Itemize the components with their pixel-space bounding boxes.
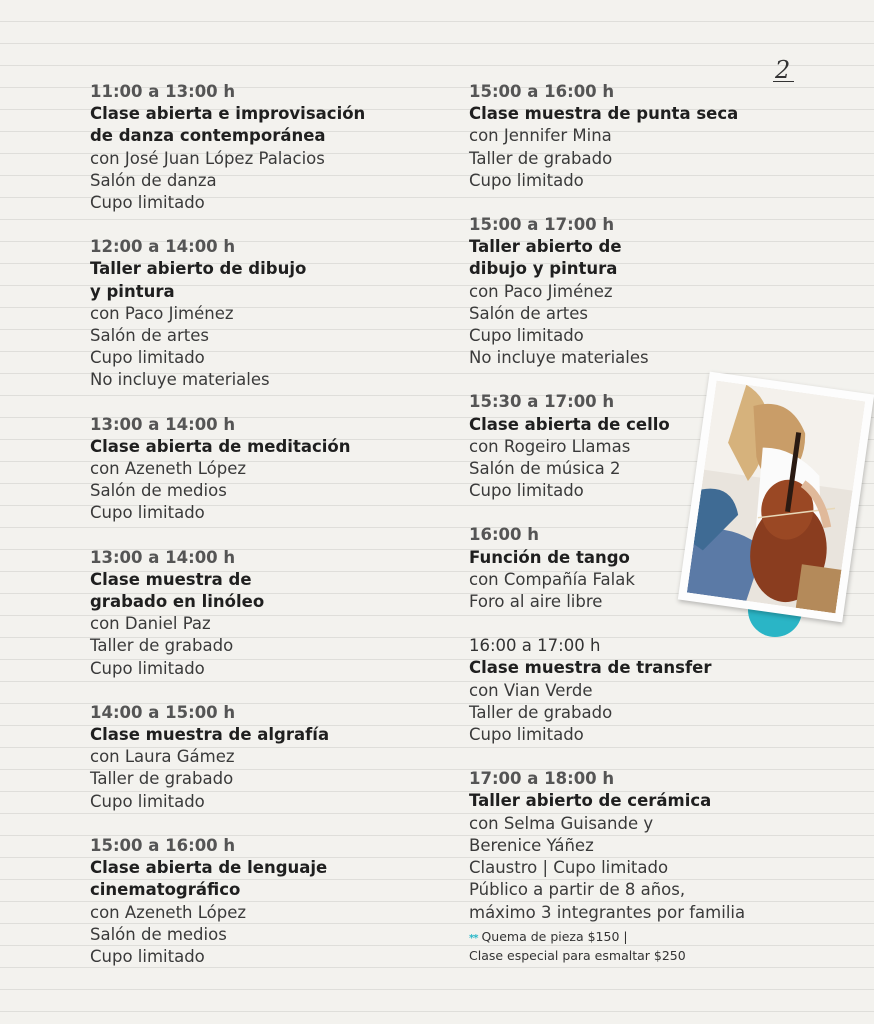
event-detail: con Paco Jiménez [469, 281, 613, 301]
event-danza [90, 81, 420, 214]
event-detail: Cupo limitado [90, 946, 205, 966]
event-ceramica [469, 768, 799, 963]
event-detail: Taller de grabado [90, 769, 234, 789]
event-detail: con Compañía Falak [469, 569, 635, 589]
event-title: Clase muestra de algrafía [90, 725, 330, 745]
event-detail: Berenice Yáñez [469, 835, 594, 855]
event-linoleo [90, 547, 420, 680]
event-time: 13:00 a 14:00 h [90, 547, 236, 567]
event-detail: con José Juan López Palacios [90, 148, 325, 168]
event-detail: Cupo limitado [90, 503, 205, 523]
event-title: Taller abierto de [469, 237, 622, 257]
event-detail: con Paco Jiménez [90, 303, 234, 323]
event-detail: Público a partir de 8 años, [469, 880, 686, 900]
event-detail: Salón de artes [469, 303, 588, 323]
event-detail: Salón de música 2 [469, 459, 621, 479]
event-meditacion [90, 414, 420, 525]
event-title: Clase abierta de lenguaje [90, 858, 328, 878]
event-detail: Salón de medios [90, 924, 227, 944]
price-note-line: Clase especial para esmaltar $250 [469, 947, 686, 963]
event-time: 16:00 a 17:00 h [469, 636, 601, 656]
event-cinematografico [90, 835, 420, 968]
event-title: Clase muestra de [90, 569, 252, 589]
event-title: Clase muestra de transfer [469, 658, 712, 678]
event-detail: Cupo limitado [469, 170, 584, 190]
event-title: Clase abierta de meditación [90, 436, 351, 456]
event-title: Taller abierto de dibujo [90, 259, 307, 279]
event-detail: con Vian Verde [469, 680, 593, 700]
event-title: y pintura [90, 281, 175, 301]
event-detail: Cupo limitado [90, 791, 205, 811]
event-title: grabado en linóleo [90, 592, 265, 612]
event-time: 14:00 a 15:00 h [90, 702, 236, 722]
event-title: de danza contemporánea [90, 126, 326, 146]
event-title: Clase muestra de punta seca [469, 104, 739, 124]
event-detail: Cupo limitado [90, 348, 205, 368]
event-time: 17:00 a 18:00 h [469, 769, 615, 789]
event-time: 15:00 a 16:00 h [469, 82, 615, 101]
price-note-line [469, 928, 799, 947]
event-detail: Salón de artes [90, 326, 209, 346]
event-detail: máximo 3 integrantes por familia [469, 902, 746, 922]
event-detail: Salón de medios [90, 481, 227, 501]
event-time: 13:00 a 14:00 h [90, 414, 236, 434]
event-detail: Foro al aire libre [469, 592, 603, 612]
event-punta-seca [469, 81, 799, 192]
event-detail: Cupo limitado [469, 725, 584, 745]
event-detail: Cupo limitado [90, 193, 205, 213]
event-time: 15:00 a 16:00 h [90, 835, 236, 855]
polaroid-frame [678, 372, 874, 623]
event-detail: No incluye materiales [90, 370, 270, 390]
event-detail: con Selma Guisande y [469, 813, 654, 833]
schedule-left-column [90, 81, 420, 990]
cello-player-photo [687, 381, 865, 614]
event-detail: Salón de danza [90, 170, 217, 190]
event-detail: Claustro | Cupo limitado [469, 858, 669, 878]
event-detail: No incluye materiales [469, 348, 649, 368]
event-detail: con Jennifer Mina [469, 126, 612, 146]
event-time: 12:00 a 14:00 h [90, 237, 236, 257]
event-detail: con Laura Gámez [90, 747, 235, 767]
event-title: dibujo y pintura [469, 259, 618, 279]
event-detail: con Daniel Paz [90, 614, 211, 634]
event-time: 11:00 a 13:00 h [90, 82, 236, 101]
price-note [469, 928, 799, 964]
event-time: 16:00 h [469, 525, 540, 545]
event-detail: Taller de grabado [469, 702, 613, 722]
event-title: Clase abierta de cello [469, 414, 670, 434]
cello-player-illustration [687, 381, 865, 614]
event-detail: Cupo limitado [90, 658, 205, 678]
page-number: 2 [775, 56, 791, 84]
event-title: Función de tango [469, 547, 630, 567]
event-detail: con Azeneth López [90, 459, 247, 479]
event-detail: Taller de grabado [469, 148, 613, 168]
event-detail: Cupo limitado [469, 481, 584, 501]
asterisk-icon: ** [469, 932, 478, 944]
event-time: 15:00 a 17:00 h [469, 215, 615, 235]
event-algrafia [90, 702, 420, 813]
event-detail: con Azeneth López [90, 902, 247, 922]
price-note-text: Quema de pieza $150 | [481, 928, 628, 944]
event-detail: con Rogeiro Llamas [469, 436, 631, 456]
event-dibujo [90, 236, 420, 391]
event-detail: Taller de grabado [90, 636, 234, 656]
event-time: 15:30 a 17:00 h [469, 392, 615, 412]
event-title: Clase abierta e improvisación [90, 104, 366, 124]
event-dibujo-pintura [469, 214, 799, 369]
event-detail: Cupo limitado [469, 326, 584, 346]
event-title: Taller abierto de cerámica [469, 791, 712, 811]
event-title: cinematográfico [90, 880, 241, 900]
event-transfer [469, 635, 799, 746]
